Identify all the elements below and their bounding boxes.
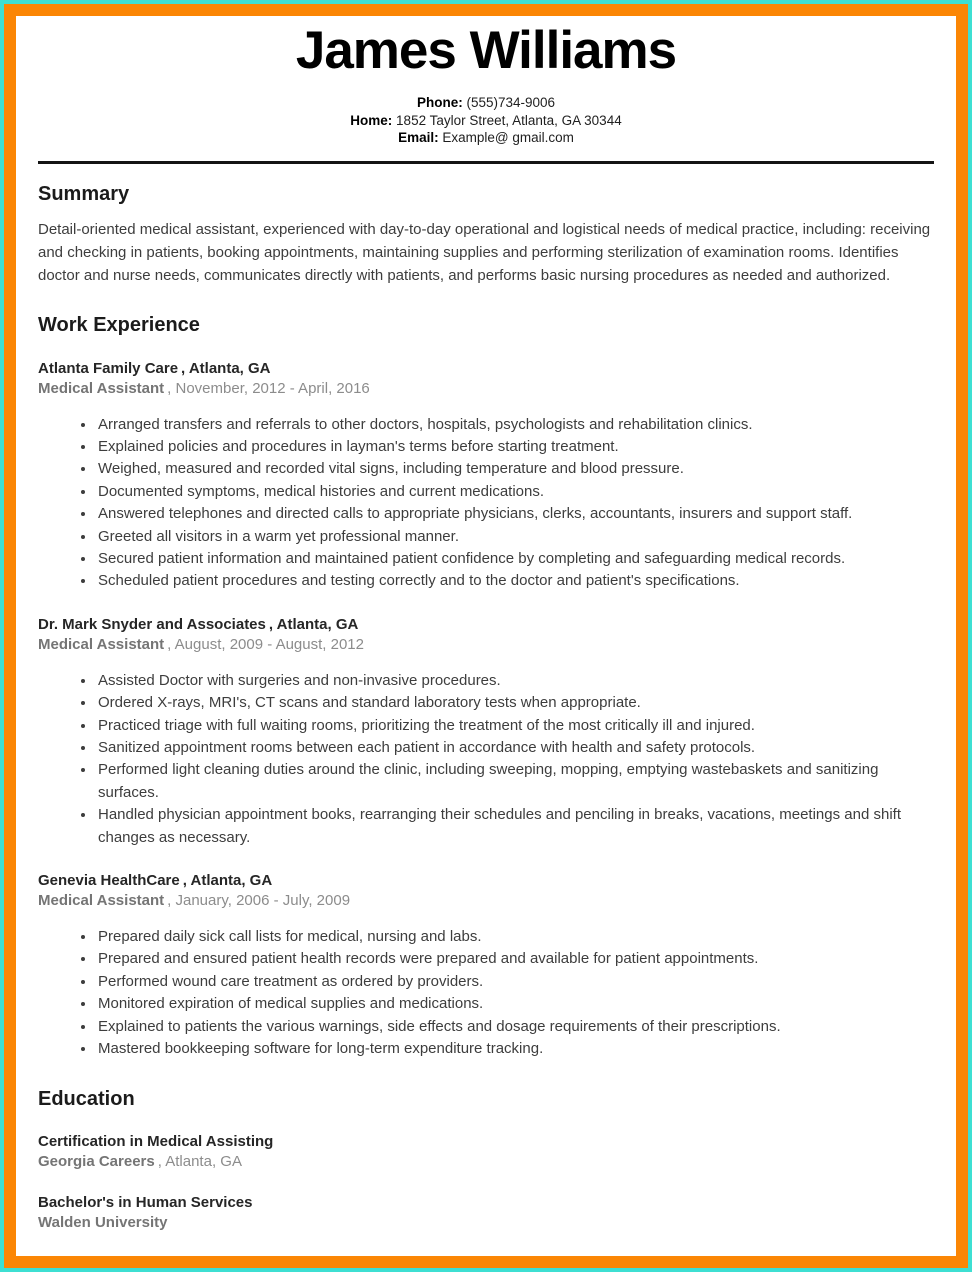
- job-company-line: [38, 615, 934, 635]
- education-degree: Certification in Medical Assisting: [38, 1133, 274, 1151]
- job-entry-dr-mark-snyder: [38, 615, 934, 849]
- contact-block: [38, 94, 934, 147]
- job-entry-atlanta-family-care: [38, 359, 934, 593]
- job-dates: , January, 2006 - July, 2009: [167, 892, 351, 909]
- job-bullet: • Sanitized appointment rooms between each patient in accordance with health and safety protocols.: [96, 737, 934, 759]
- education-heading: Education: [38, 1088, 135, 1111]
- resume-frame: [4, 4, 968, 1268]
- summary-text: Detail-oriented medical assistant, experienced with day-to-day operational and logistical needs of medical practice, including: receiving and checking in patients, booking appointments, maintaining supplies and performing sterilization of examination rooms. Identifies doctor and nurse needs, communicates directly with patients, and performs basic nursing procedures as needed and authorized.: [38, 220, 931, 284]
- education-school: Walden University: [38, 1214, 168, 1232]
- contact-home: [38, 112, 934, 130]
- education-entry-bachelors: [38, 1193, 934, 1233]
- job-location: , Atlanta, GA: [268, 615, 359, 633]
- job-location: , Atlanta, GA: [182, 872, 273, 889]
- job-bullet: • Arranged transfers and referrals to other doctors, hospitals, psychologists and rehabilitation clinics.: [96, 414, 934, 436]
- education-school-line: [38, 1213, 934, 1233]
- education-degree: Bachelor's in Human Services: [38, 1194, 253, 1212]
- contact-email-label: Email:: [398, 130, 439, 145]
- contact-phone: [38, 94, 934, 112]
- job-company-line: [38, 359, 934, 379]
- job-bullet: • Assisted Doctor with surgeries and non-invasive procedures.: [96, 670, 934, 692]
- job-bullet: • Explained policies and procedures in layman's terms before starting treatment.: [96, 436, 934, 458]
- job-bullet: • Practiced triage with full waiting rooms, prioritizing the treatment of the most critically ill and injured.: [96, 715, 934, 737]
- job-bullet: • Ordered X-rays, MRI's, CT scans and standard laboratory tests when appropriate.: [96, 692, 934, 714]
- job-sub-line: [38, 379, 934, 399]
- job-dates: , August, 2009 - August, 2012: [167, 635, 364, 653]
- job-location: , Atlanta, GA: [181, 359, 271, 377]
- job-bullet-list: [38, 670, 934, 849]
- job-bullet: • Documented symptoms, medical histories and current medications.: [96, 481, 934, 503]
- contact-email: [38, 129, 934, 147]
- education-school-line: [38, 1152, 934, 1172]
- education-school: Georgia Careers: [38, 1153, 155, 1171]
- job-company: Dr. Mark Snyder and Associates: [38, 615, 266, 633]
- job-bullet-list: [38, 926, 934, 1060]
- job-bullet: • Performed wound care treatment as ordered by providers.: [96, 971, 934, 993]
- job-bullet: • Scheduled patient procedures and testing correctly and to the doctor and patient's specifications.: [96, 570, 934, 592]
- contact-home-label: Home:: [350, 112, 393, 128]
- job-entry-genevia-healthcare: [38, 871, 934, 1060]
- education-location: , Atlanta, GA: [157, 1153, 242, 1171]
- job-title: Medical Assistant: [38, 892, 165, 909]
- job-bullet: • Monitored expiration of medical supplies and medications.: [96, 993, 934, 1015]
- job-title: Medical Assistant: [38, 635, 165, 653]
- job-bullet: • Performed light cleaning duties around the clinic, including sweeping, mopping, emptying wastebaskets and sanitizing surfaces.: [96, 759, 934, 804]
- job-bullet: • Answered telephones and directed calls to appropriate physicians, clerks, accountants, insurers and support staff.: [96, 503, 934, 525]
- contact-phone-label: Phone:: [416, 95, 463, 110]
- job-bullet-list: [38, 414, 934, 593]
- job-title: Medical Assistant: [38, 379, 165, 397]
- education-entry-certification: [38, 1132, 934, 1172]
- job-bullet: • Secured patient information and maintained patient confidence by completing and safeguarding medical records.: [96, 548, 934, 570]
- contact-home-value: 1852 Taylor Street, Atlanta, GA 30344: [392, 112, 622, 128]
- job-dates: , November, 2012 - April, 2016: [167, 379, 370, 397]
- work-experience-heading: Work Experience: [38, 313, 200, 336]
- resume-name: James Williams: [295, 21, 677, 80]
- job-bullet: • Prepared and ensured patient health records were prepared and available for patient appointments.: [96, 948, 934, 970]
- job-company: Genevia HealthCare: [38, 872, 180, 889]
- job-sub-line: [38, 635, 934, 655]
- job-bullet: • Mastered bookkeeping software for long-term expenditure tracking.: [96, 1038, 934, 1060]
- job-company: Atlanta Family Care: [38, 359, 179, 377]
- summary-heading: Summary: [38, 182, 130, 205]
- job-bullet: • Prepared daily sick call lists for medical, nursing and labs.: [96, 926, 934, 948]
- contact-phone-value: (555)734-9006: [462, 95, 556, 110]
- job-company-line: [38, 871, 934, 891]
- header-divider: [38, 161, 934, 164]
- job-bullet: • Explained to patients the various warnings, side effects and dosage requirements of their prescriptions.: [96, 1016, 934, 1038]
- contact-email-value: Example@ gmail.com: [438, 130, 574, 145]
- job-bullet: • Weighed, measured and recorded vital signs, including temperature and blood pressure.: [96, 458, 934, 480]
- job-sub-line: [38, 891, 934, 911]
- job-bullet: • Greeted all visitors in a warm yet professional manner.: [96, 526, 934, 548]
- job-bullet: • Handled physician appointment books, rearranging their schedules and penciling in breaks, vacations, meetings and shift changes as necessary.: [96, 804, 934, 849]
